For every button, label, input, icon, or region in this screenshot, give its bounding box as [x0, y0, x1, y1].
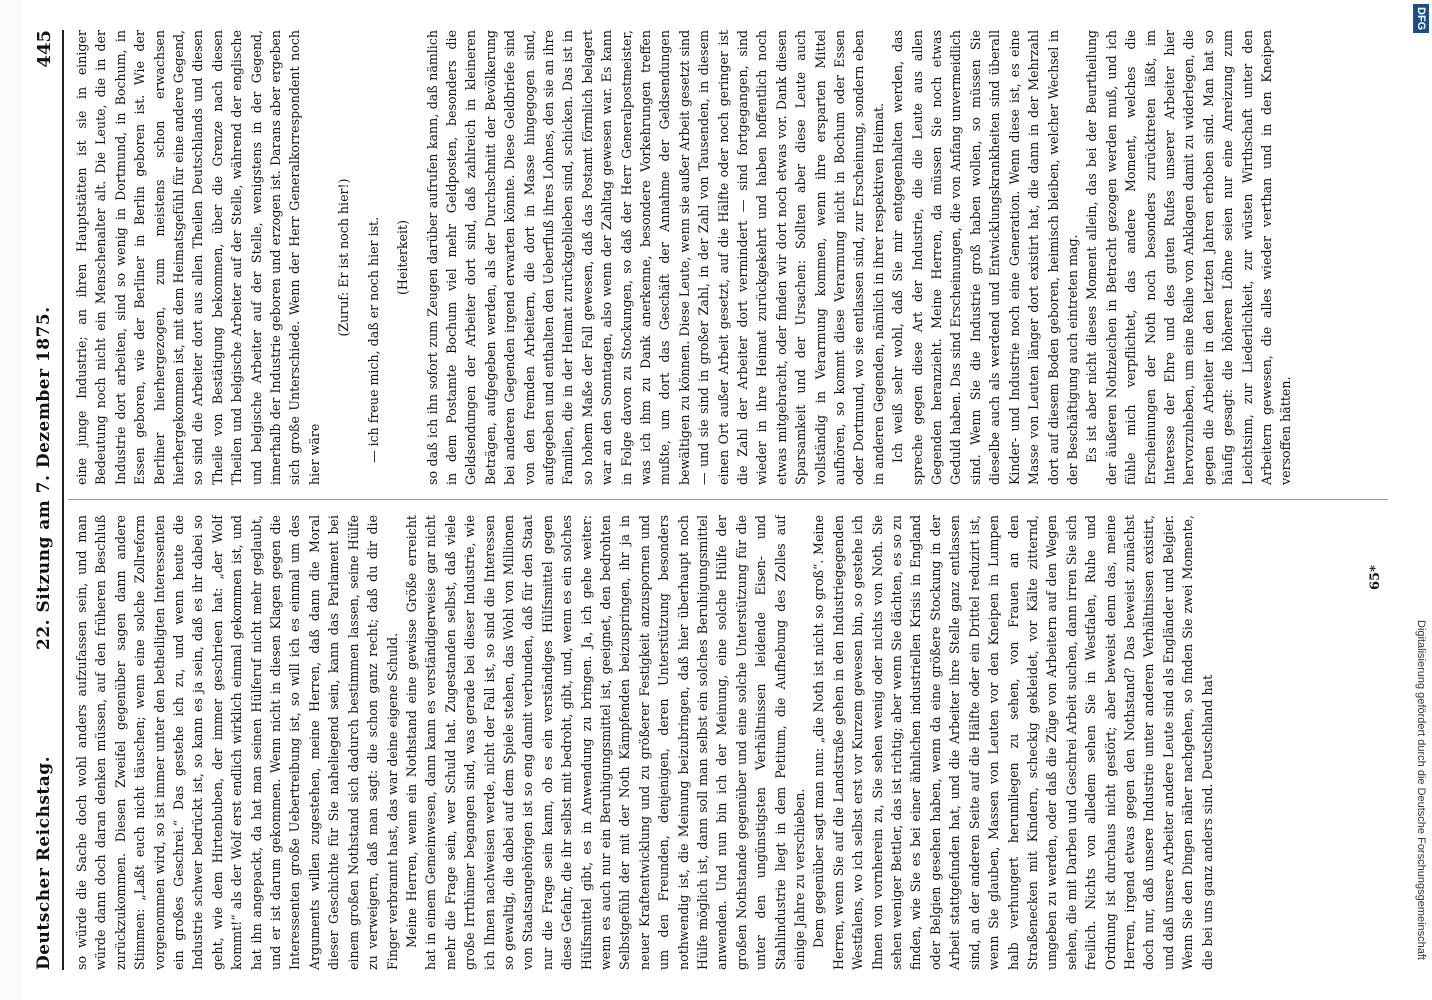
header-rule [62, 30, 64, 970]
column-divider [68, 499, 1388, 500]
column-left [72, 515, 1392, 970]
interjection: (Zuruf: Er ist noch hier!) [336, 178, 352, 337]
header-session: 22. Sitzung am 7. Dezember 1875. [34, 306, 54, 650]
paragraph: Es ist aber nicht dieses Moment allein, das bei der Beurtheilung der äußeren Nothzeichen in Betracht gezogen werden muß, und ich fühle mich verpflichtet, das andere Moment, welches die Erscheinungen der Noth noch besonders zurücktreten läßt, im Interesse der Ehre und des guten Rufes unserer Arbeiter hier hervorzuheben, um eine Reihe von Anklagen damit zu widerlegen, die gegen die Arbeiter in den letzten Jahren erhoben sind. Man hat so häufig gesagt: die höheren Löhne seien nur eine Anreizung zum Leichtsinn, zur Liederlichkeit, zur wüsten Wirthschaft unter den Arbeitern gewesen, die alles wieder verthan und in den Kneipen versoffen hätten. [1084, 30, 1294, 485]
page-header [34, 30, 60, 970]
paragraph: so daß ich ihn sofort zum Zeugen darüber aufrufen kann, daß nämlich in dem Postamte Bochum viel mehr Geldposten, besonders die Geldsendungen der Arbeiter dort sind, daß zahlreich in kleineren Beträgen, aufgegeben werden, als der Durchschnitt der Bevölkerung bei anderen Gegenden irgend erwarten könnte. Diese Geldbriefe sind von den fremden Arbeitern, die dort in Masse hingegogen sind, aufgegeben und enthalten den Ueberfluß ihres Lohnes, den sie an ihre Familien, die in der Heimat zurückgeblieben sind, schicken. Das ist in so hohem Maße der Fall gewesen, daß das Postamt förmlich belagert war an den Sonntagen, also wenn der Zahltag gewesen war. Es kann in Folge davon zu Stockungen, so daß der Herr Generalpostmeister, was ich ihm zu Dank anerkenne, besondere Vorkehrungen treffen mußte, um dort das Geschäft der Annahme der Geldsendungen bewältigen zu können. Diese Leute, wenn sie außer Arbeit gesetzt sind — und sie sind in großer Zahl, in der Zahl von Tausenden, in diesem einen Ort außer Arbeit gesetzt, auf die Hälfte oder noch geringer ist die Zahl der Arbeiter dort vermindert — sind fortgegangen, sind wieder in ihre Heimat zurückgekehrt und haben hoffentlich noch etwas mitgebracht, oder finden wir dort noch etwas vor. Dank diesen Sparsamkeit und der Ursachen: Sollten aber diese Leute auch vollständig in Verarmung kommen, wenn ihre ersparten Mittel aufhören, so kommt diese Verarmung nicht in Bochum oder Essen oder Dortmund, wo sie entlassen sind, zur Erscheinung, sondern eben in anderen Gegenden, nämlich in ihrer respektiven Heimat. [424, 30, 886, 485]
column-right [72, 30, 1392, 485]
digitization-label [1408, 0, 1432, 1000]
paragraph: Meine Herren, wenn ein Nothstand eine gewisse Größe erreicht hat in einem Gemeinwesen, dann kann es verständigerweise gar nicht mehr die Frage sein, wer Schuld hat. Zugestanden selbst, daß viele große Irrthümer begangen sind, was gerade bei dieser Industrie, wie ich Ihnen nachweisen werde, nicht der Fall ist, so sind die Interessen so gewaltig, die dabei auf dem Spiele stehen, das Wohl von Millionen von Staatsangehörigen ist so eng damit verbunden, daß für den Staat nur die Frage sein kann, ob es ein verständiges Hülfsmittel gegen diese Gefahr, die ihr selbst mit bedroht, gibt, und, wenn es ein solches Hülfsmittel gibt, es in Anwendung zu bringen. Ja, ich gehe weiter: wenn es auch nur ein Beruhigungsmittel ist, geeignet, den bedrohten Selbstgefühl der mit der Noth Kämpfenden beizuspringen, ihr ja in neuer Kraftentwicklung und zu größerer Festigkeit anzuspornen und um den Freunden, denjenigen, deren Unterstützung besonders nothwendig ist, die Meinung beizubringen, daß hier überhaupt noch Hülfe möglich ist, dann soll man selbst ein solches Beruhigungsmittel anwenden. Und nun bin ich der Meinung, eine solche Hülfe der großen Nothstande gegenüber und eine solche Unterstützung für die unter den ungünstigsten Verhältnissen leidende Eisen- und Stahlindustrie liegt in dem Petitum, die Aufhebung des Zolles auf einige Jahre zu verschieben. [403, 515, 808, 970]
paragraph: Dem gegenüber sagt man nun: „die Noth ist nicht so groß“. Meine Herren, wenn Sie auf die Landstraße gehen in den Industriegegenden Westfalens, wo ich selbst erst vor Kurzem gewesen bin, so gestehe ich Ihnen von vornherein zu, Sie sehen wenig oder nichts von Noth. Sie sehen weniger Bettler, das ist richtig; aber wenn Sie dächten, es so zu finden, wie Sie es bei einer ähnlichen industriellen Krisis in England oder Belgien gesehen haben, wenn da eine größere Stockung in der Arbeit stattgefunden hat, und die Arbeiter ihre Stelle ganz entlassen sind, an der anderen Seite auf die Hälfte oder ein Drittel reduzirt ist, wenn Sie glauben, Massen von Leuten vor den Kneipen in Lumpen halb verhungert herumliegen zu sehen, von Frauen an den Straßenecken mit Kindern, scheckig gekleidet, vor Kälte zitternd, umgeben zu werden, oder daß die Züge von Arbeitern auf den Wegen sehen, die mit Darben und Geschrei Arbeit suchen, dann irren Sie sich freilich. Nichts von alledem sehen Sie in Westfalen, Ruhe und Ordnung ist durchaus nicht gestört; aber beweist denn das, meine Herren, irgend etwas gegen den Nothstand? Das beweist zunächst doch nur, daß unsere Industrie unter anderen Verhältnissen existirt, und daß unsere Arbeiter andere Leute sind als Engländer und Belgier. Wenn Sie den Dingen näher nachgehen, so finden Sie zwei Momente, die bei uns ganz anders sind. Deutschland hat [811, 515, 1215, 970]
dfg-logo: DFG [1413, 4, 1429, 33]
rotated-page [8, 0, 1408, 1000]
reply: — ich freue mich, daß er noch hier ist. [365, 216, 381, 463]
footnote-marker: 65* [1368, 565, 1383, 590]
digitization-text: Digitalisierung gefördert durch die Deutsche Forschungsgemeinschaft [1415, 620, 1427, 960]
paragraph: so würde die Sache doch wohl anders aufzufassen sein, und man würde dann doch daran denken müssen, auf den früheren Beschluß zurückzukommen. Diesen Zweifel gegenüber sagen dann andere Stimmen: „Laßt euch nicht täuschen; wenn eine solche Zollreform vorgenommen wird, so ist immer unter den betheiligten Interessenten ein großes Geschrei.“ Das gestehe ich zu, und wenn heute die Industrie schwer bedrückt ist, so kann es ja sein, daß es ihr dabei so geht, wie dem Hirtenbuben, der immer geschrieen hat: „der Wolf kommt!“ als der Wolf erst endlich wirklich einmal gekommen ist, und hat ihn angepackt, da hat man seinen Hülferuf nicht mehr geglaubt, und er ist darum gekommen. Wenn nicht in diesen Klagen gegen die Interessenten große Uebertreibung ist, so will ich es einmal um des Arguments willen zugestehen, meine Herren, daß dann die Moral dieser Geschichte für Sie naheliegend sein, kann das Parlament bei einem großen Nothstand sich dadurch bestimmen lassen, seine Hülfe zu verweigern, daß man sagt: die schon ganz recht; daß du dir die Finger verbrannt hast, das war deine eigene Schuld. [74, 515, 400, 970]
header-title: Deutscher Reichstag. [34, 755, 54, 970]
page-number: 445 [34, 30, 55, 68]
paragraph: Ich weiß sehr wohl, daß Sie mir entgegenhalten werden, das spreche gegen diese Art der Industrie, die die Leute aus allen Gegenden heranzieht. Meine Herren, da müssen Sie noch etwas Geduld haben. Das sind Erscheinungen, die von Anfang unvermeidlich sind. Wenn Sie die Industrie groß haben wollen, so müssen Sie dieselbe auch als werdend und Entwicklungskrankheiten sind überall Kinder- und Industrie noch eine Generation. Wenn diese ist, es eine Masse von Leuten länger dort existirt hat, die dann in der Mehrzahl dort auf diesem Boden geboren, heimisch bleiben, welcher Wechsel in der Beschäftigung auch eintreten mag. [890, 30, 1080, 485]
laughter-note: (Heiterkeit) [395, 220, 411, 295]
paragraph: eine junge Industrie; an ihren Hauptstätten ist sie in einiger Bedeutung noch nicht ein Menschenalter alt. Die Leute, die in der Industrie dort arbeiten, sind so wenig in Dortmund, in Bochum, in Essen geboren, wie der Berliner in Berlin geboren ist. Wie der Berliner hierhergezogen, zum meistens schon erwachsen hierhergekommen ist, mit dem Heimatsgefühl für eine andere Gegend, so sind die Arbeiter dort aus allen Theilen Deutschlands und diesen Theile von Bestätigung bekommen, über die Grenze nach diesen Theilen und belgische Arbeiter auf der Stelle, während der englische und belgische Arbeiter auf der Stelle, wenigstens in der Gegend, innerhalb der Industrie geboren und erzogen ist. Darans aber ergeben sich große Unterschiede. Wenn der Herr Generalkorrespondent noch hier wäre [74, 30, 322, 485]
